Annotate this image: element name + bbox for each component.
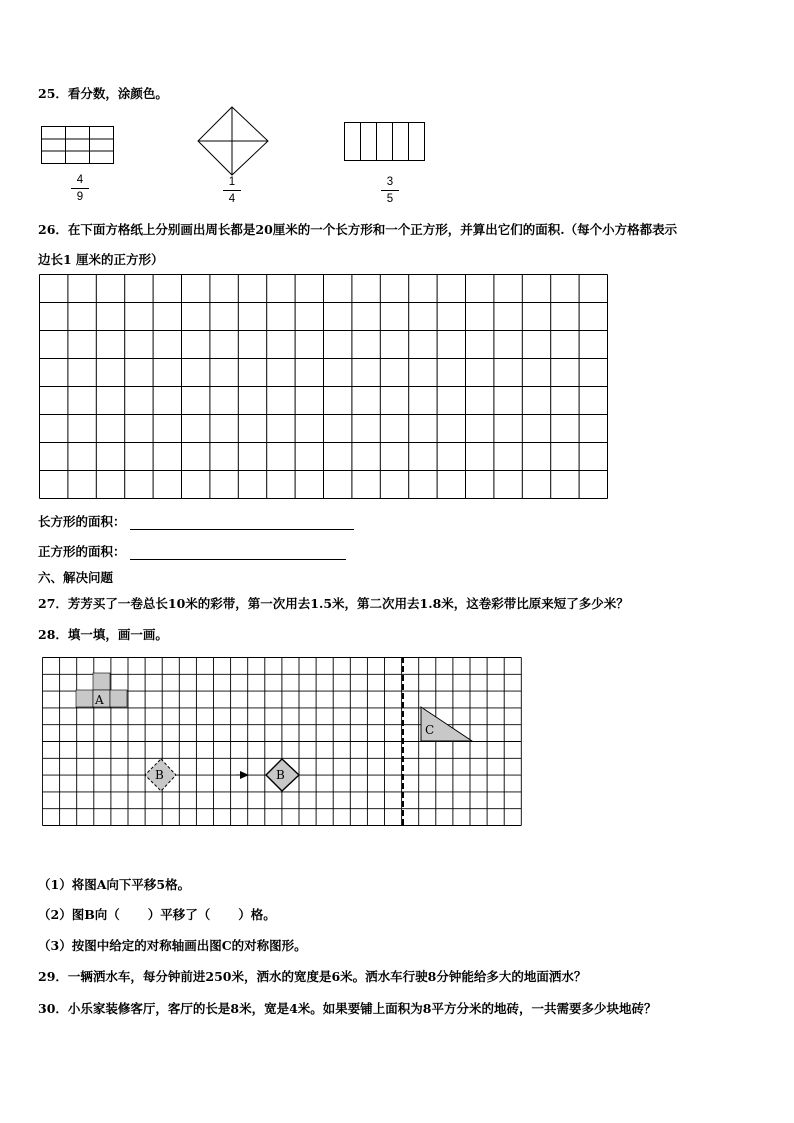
- question-28-sub3: （3）按图中给定的对称轴画出图C的对称图形。: [38, 938, 307, 953]
- rectangle-area-answer[interactable]: [130, 517, 354, 530]
- question-26-text-cont: 边长1 厘米的正方形）: [38, 252, 164, 267]
- question-28-sub2: （2）图B向（ ）平移了（ ）格。: [38, 907, 276, 922]
- question-29-text: 29．一辆洒水车，每分钟前进250米，洒水的宽度是6米。洒水车行驶8分钟能给多大的地面洒水？: [38, 969, 587, 984]
- rectangle-area-row: [38, 512, 354, 530]
- question-26-text: 26．在下面方格纸上分别画出周长都是20厘米的一个长方形和一个正方形，并算出它们的面积.（每个小方格都表示: [38, 222, 678, 237]
- question-28-sub1: （1）将图A向下平移5格。: [38, 877, 191, 892]
- fraction-grid-nine[interactable]: [42, 127, 114, 164]
- question-27-text: 27．芳芳买了一卷总长10米的彩带，第一次用去1.5米，第二次用去1.8米，这卷彩带比原来短了多少米？: [38, 596, 629, 611]
- arrow-right-icon: [236, 771, 249, 779]
- square-area-row: [38, 542, 346, 560]
- figure-a-label: A: [95, 693, 104, 707]
- figure-c-label: C: [425, 723, 435, 737]
- figure-b-original-label: B: [155, 768, 164, 782]
- rectangle-area-label: 长方形的面积：: [38, 514, 126, 529]
- square-area-answer[interactable]: [130, 547, 346, 560]
- question-25-title: 25．看分数，涂颜色。: [38, 86, 168, 101]
- figure-b-moved-label: B: [276, 768, 285, 782]
- fraction-diamond-four[interactable]: [198, 107, 268, 175]
- fraction-3-5: 3 5: [378, 175, 402, 206]
- fraction-1-4: 1 4: [220, 175, 244, 206]
- question-28-title: 28．填一填，画一画。: [38, 627, 168, 642]
- fraction-4-9: 4 9: [68, 173, 92, 204]
- fraction-strip-five[interactable]: [345, 123, 425, 161]
- question-30-text: 30．小乐家装修客厅，客厅的长是8米，宽是4米。如果要铺上面积为8平方分米的地砖，一共需要多少块地砖？: [38, 1001, 657, 1016]
- section-heading: 六、解决问题: [38, 570, 114, 585]
- square-area-label: 正方形的面积：: [38, 544, 126, 559]
- q26-grid-paper[interactable]: [40, 275, 608, 499]
